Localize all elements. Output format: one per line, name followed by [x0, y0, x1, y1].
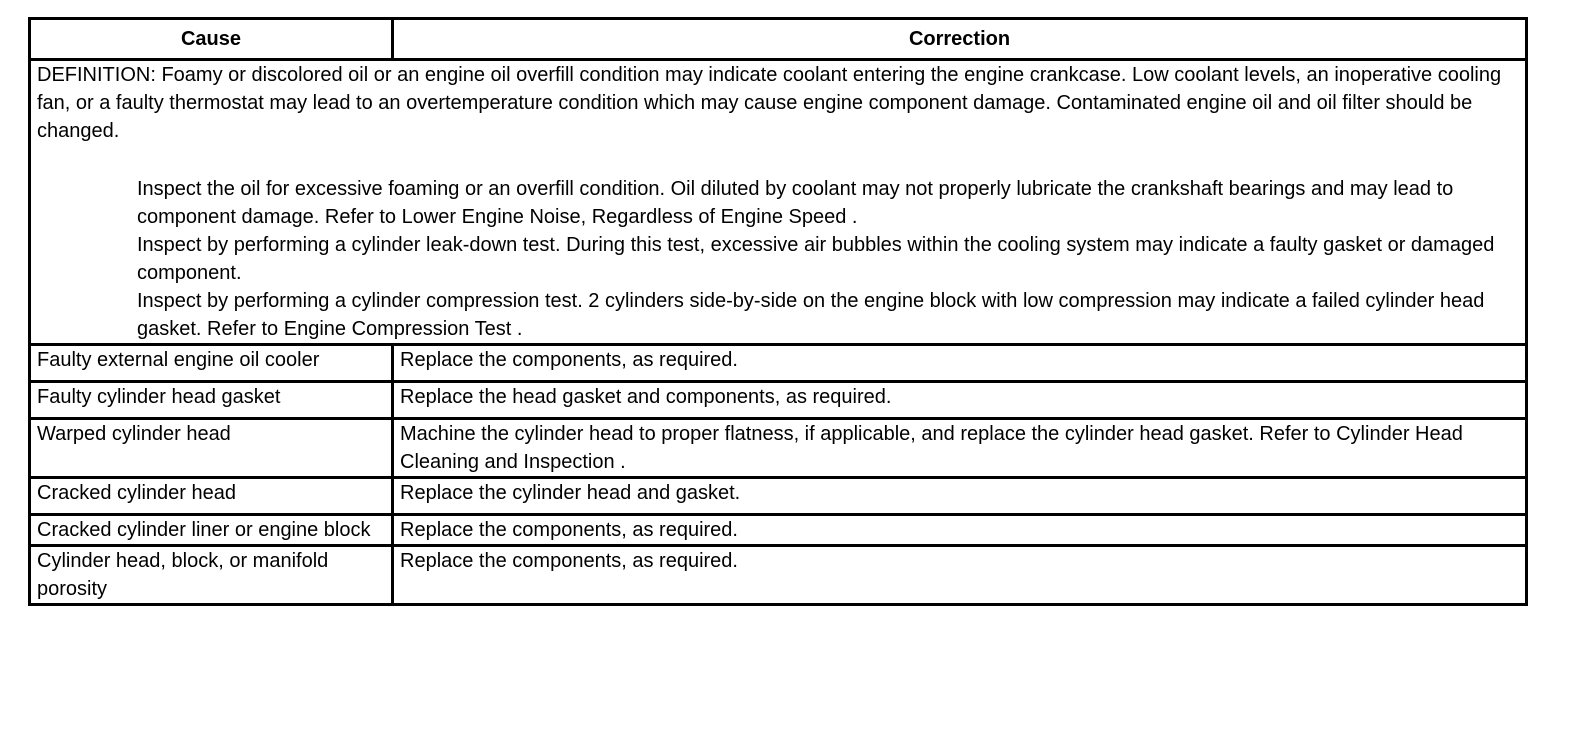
cause-cell: Warped cylinder head — [30, 419, 393, 478]
definition-cell — [30, 60, 1527, 345]
correction-cell: Replace the head gasket and components, as required. — [393, 382, 1527, 419]
inspection-step: Inspect by performing a cylinder compression test. 2 cylinders side-by-side on the engine block with low compression may indicate a failed cylinder head gasket. Refer to Engine Compression Test . — [137, 290, 1485, 340]
header-row — [30, 19, 1527, 60]
correction-cell: Machine the cylinder head to proper flatness, if applicable, and replace the cylinder head gasket. Refer to Cylinder Head Cleaning and Inspection . — [393, 419, 1527, 478]
table-row — [30, 419, 1527, 478]
diagnostic-table — [28, 17, 1528, 606]
inspection-step: Inspect the oil for excessive foaming or an overfill condition. Oil diluted by coolant may not properly lubricate the crankshaft bearings and may lead to component damage. Refer to Lower Engine Noise, Regardless of Engine Speed . — [137, 178, 1454, 228]
correction-header: Correction — [393, 19, 1527, 60]
table-row — [30, 515, 1527, 546]
table-row — [30, 546, 1527, 605]
definition-text: DEFINITION: Foamy or discolored oil or an engine oil overfill condition may indicate coolant entering the engine crankcase. Low coolant levels, an inoperative cooling fan, or a faulty thermostat may lead to an overtemperature condition which may cause engine component damage. Contaminated engine oil and oil filter should be changed. — [37, 64, 1502, 142]
table-row — [30, 345, 1527, 382]
correction-cell: Replace the components, as required. — [393, 515, 1527, 546]
cause-cell: Faulty external engine oil cooler — [30, 345, 393, 382]
cause-cell: Cylinder head, block, or manifold porosity — [30, 546, 393, 605]
cause-cell: Cracked cylinder head — [30, 478, 393, 515]
cause-cell: Cracked cylinder liner or engine block — [30, 515, 393, 546]
cause-header: Cause — [30, 19, 393, 60]
inspection-step: Inspect by performing a cylinder leak-down test. During this test, excessive air bubbles within the cooling system may indicate a faulty gasket or damaged component. — [137, 234, 1495, 284]
correction-cell: Replace the cylinder head and gasket. — [393, 478, 1527, 515]
cause-cell: Faulty cylinder head gasket — [30, 382, 393, 419]
inspection-steps — [37, 175, 1521, 343]
definition-row — [30, 60, 1527, 345]
table-row — [30, 478, 1527, 515]
correction-cell: Replace the components, as required. — [393, 345, 1527, 382]
table-row — [30, 382, 1527, 419]
correction-cell: Replace the components, as required. — [393, 546, 1527, 605]
